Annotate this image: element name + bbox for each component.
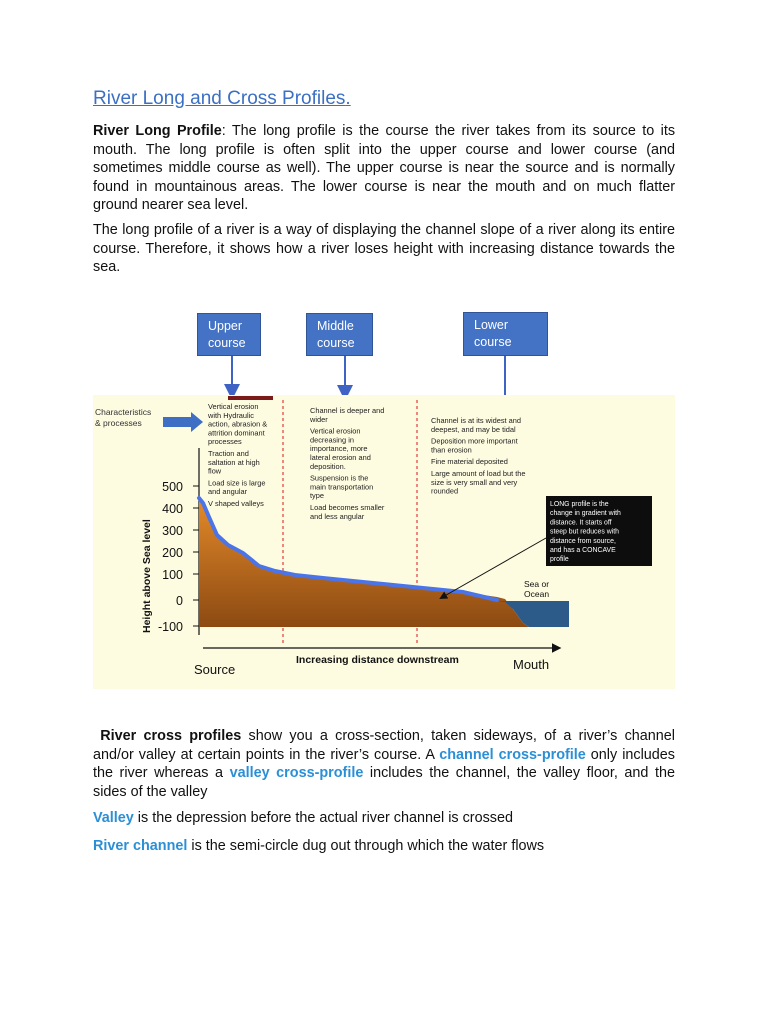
upperNotes-line: with Hydraulic — [208, 410, 255, 420]
long-profile-diagram — [93, 395, 675, 689]
middleNotes-line: main transportation — [310, 482, 374, 492]
upper-course-bar — [228, 396, 273, 400]
lowerNotes-line: Channel is at its widest and — [431, 416, 521, 425]
channel-cross-profile-term: channel cross-profile — [439, 746, 586, 763]
longNotes-line: and has a CONCAVE — [550, 547, 616, 554]
long-profile-svg — [93, 395, 675, 689]
upperNotes-line: Load size is large — [208, 478, 266, 488]
longNotes-line: change in gradient with — [550, 510, 621, 518]
upperNotes-line: attrition dominant — [208, 428, 265, 438]
middleNotes-line: type — [310, 491, 324, 501]
valley-definition: Valley is the depression before the actual river channel is crossed — [93, 810, 513, 826]
long-profile-note — [550, 501, 621, 563]
upper-notes — [207, 402, 267, 508]
middleNotes-line: Load becomes smaller — [310, 503, 385, 512]
y-tick-label: -100 — [157, 620, 183, 634]
longNotes-line: steep but reduces with — [550, 528, 619, 536]
river-channel-definition: River channel is the semi-circle dug out through which the water flows — [93, 838, 545, 854]
lower-notes — [431, 416, 526, 496]
longNotes-line: profile — [550, 556, 569, 564]
middleNotes-line: and less angular — [310, 511, 365, 521]
upperNotes-line: and angular — [208, 487, 248, 497]
page-title: River Long and Cross Profiles. — [93, 88, 351, 109]
y-tick-label: 400 — [162, 502, 183, 516]
middleNotes-line: Channel is deeper and — [310, 406, 385, 415]
x-axis-label: Increasing distance downstream — [296, 654, 459, 666]
longNotes-line: distance from source, — [550, 537, 616, 545]
sea-label-1: Sea or — [524, 579, 550, 589]
mouth-label: Mouth — [513, 657, 550, 672]
middle-notes — [309, 406, 385, 521]
longNotes-line: distance. It starts off — [550, 519, 612, 527]
characteristics-label-2: & processes — [95, 418, 142, 428]
lowerNotes-line: size is very small and very — [431, 477, 518, 487]
middle-course-box: Middle course — [306, 313, 373, 356]
long-profile-paragraph: River Long Profile: The long profile is the course the river takes from its source to its mouth. The long profile is often split into the upper course and lower course (and sometimes middle course as well). The upper course is near the source and is normally found in mountainous areas. The lower course is near the mouth and on much flatter ground nearer sea level. — [93, 123, 676, 214]
upperNotes-line: Vertical erosion — [208, 402, 259, 411]
middleNotes-line: lateral erosion and — [310, 453, 371, 462]
cross-profiles-paragraph: River cross profiles show you a cross-section, taken sideways, of a river’s channel and/or valley at certain points in the river’s course. A channel cross-profile only includes the river whereas a valley cross-profile includes the channel, the valley floor, and the sides of the valley — [93, 728, 676, 800]
middleNotes-line: Vertical erosion — [310, 426, 361, 436]
longNotes-line: LONG profile is the — [550, 501, 609, 508]
lowerNotes-line: Deposition more important — [431, 436, 518, 446]
upperNotes-line: action, abrasion & — [208, 419, 268, 429]
middleNotes-line: deposition. — [310, 461, 346, 471]
lowerNotes-line: rounded — [431, 486, 459, 496]
lowerNotes-line: than erosion — [431, 445, 472, 455]
cross-profiles-term: River cross profiles — [100, 728, 242, 744]
middleNotes-line: wider — [310, 414, 328, 424]
y-tick-label: 100 — [162, 568, 183, 582]
long-profile-description: The long profile of a river is a way of displaying the channel slope of a river along its entire course. Therefore, it shows how a river loses height with increasing distance towards the sea. — [93, 222, 675, 276]
middleNotes-line: importance, more — [310, 444, 368, 454]
lower-course-box: Lower course — [463, 312, 548, 356]
upperNotes-line: flow — [208, 466, 222, 476]
sea-label-2: Ocean — [524, 589, 550, 599]
valley-cross-profile-term: valley cross-profile — [229, 765, 364, 782]
middleNotes-line: decreasing in — [310, 435, 354, 445]
characteristics-arrow-icon — [163, 412, 203, 432]
source-label: Source — [194, 662, 236, 677]
characteristics-label-1: Characteristics — [95, 407, 152, 417]
lowerNotes-line: Fine material deposited — [431, 457, 508, 467]
y-tick-label: 0 — [176, 594, 183, 608]
y-tick-label: 500 — [162, 480, 183, 494]
upperNotes-line: Traction and — [208, 449, 249, 458]
y-tick-label: 300 — [162, 524, 183, 538]
upper-course-box: Upper course — [197, 313, 261, 356]
lowerNotes-line: Large amount of load but the — [431, 469, 526, 478]
long-profile-term: River Long Profile — [93, 123, 222, 139]
y-axis-label: Height above Sea level — [141, 519, 153, 633]
lowerNotes-line: deepest, and may be tidal — [431, 424, 516, 434]
y-ticks — [158, 480, 199, 634]
upperNotes-line: saltation at high — [208, 457, 260, 467]
y-tick-label: 200 — [162, 546, 183, 560]
upperNotes-line: V shaped valleys — [208, 499, 264, 508]
upperNotes-line: processes — [208, 437, 242, 447]
middleNotes-line: Suspension is the — [310, 473, 369, 483]
